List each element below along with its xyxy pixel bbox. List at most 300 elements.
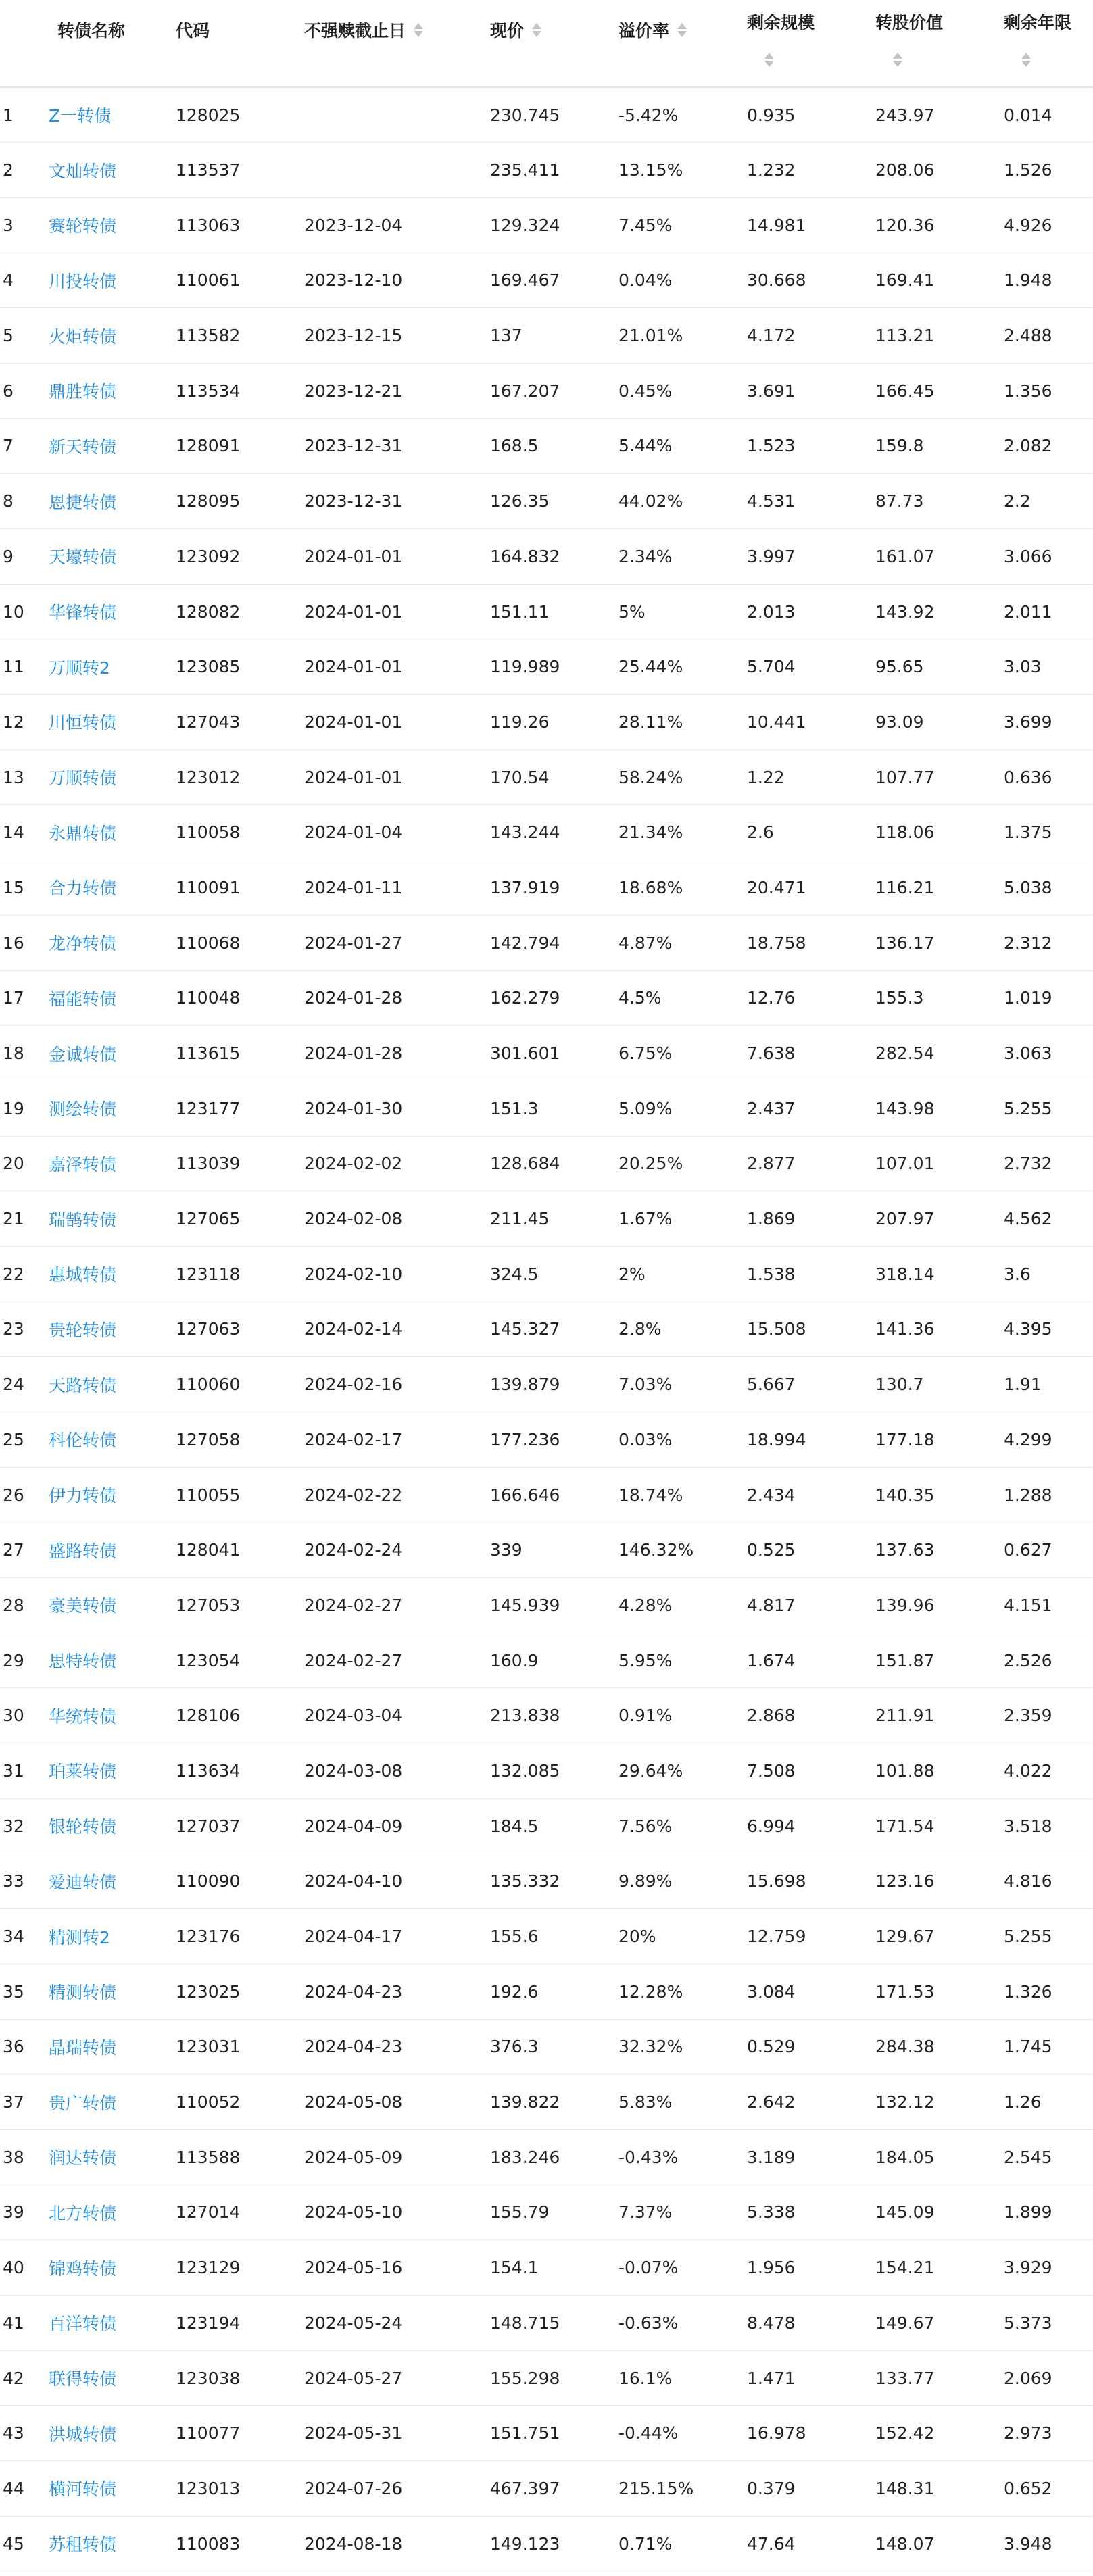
table-row — [0, 970, 1093, 1026]
row-index-cell: 21 — [0, 1191, 37, 1247]
redemption-date-cell: 2024-05-10 — [304, 2185, 490, 2240]
row-index-cell: 8 — [0, 474, 37, 529]
conversion-value-cell: 145.09 — [875, 2185, 1004, 2240]
remaining-scale-cell: 7.638 — [747, 1026, 875, 1081]
header-price[interactable] — [490, 0, 618, 87]
table-row — [0, 584, 1093, 639]
remaining-scale-cell: 1.232 — [747, 143, 875, 198]
conversion-value-cell: 177.18 — [875, 1412, 1004, 1468]
bond-name-link[interactable]: 万顺转2 — [49, 658, 110, 678]
row-index-cell: 12 — [0, 695, 37, 750]
conversion-value-cell: 243.97 — [875, 87, 1004, 143]
table-row — [0, 1578, 1093, 1633]
remaining-scale-cell: 2.868 — [747, 1688, 875, 1743]
redemption-date-cell: 2024-05-09 — [304, 2129, 490, 2185]
premium-rate-cell: 7.56% — [618, 1798, 747, 1854]
sort-up-down-icon[interactable] — [764, 53, 774, 67]
remaining-years-cell: 1.948 — [1004, 253, 1093, 308]
bond-name-link[interactable]: 思特转债 — [49, 1652, 117, 1672]
conversion-value-cell: 148.07 — [875, 2516, 1004, 2571]
remaining-scale-cell: 14.981 — [747, 197, 875, 253]
table-row — [0, 2406, 1093, 2461]
premium-rate-cell: -5.42% — [618, 87, 747, 143]
bond-code-cell: 123176 — [176, 1909, 304, 1964]
bond-code-cell: 123085 — [176, 639, 304, 695]
bond-name-link[interactable]: 合力转债 — [49, 878, 117, 899]
premium-rate-cell: -0.63% — [618, 2296, 747, 2351]
bond-name-cell — [37, 1909, 176, 1964]
row-index-cell: 17 — [0, 970, 37, 1026]
bond-name-link[interactable]: 火炬转债 — [49, 326, 117, 347]
remaining-years-cell: 4.395 — [1004, 1302, 1093, 1357]
bond-name-cell — [37, 1743, 176, 1799]
conversion-value-cell: 140.35 — [875, 1467, 1004, 1522]
remaining-years-cell: 1.375 — [1004, 805, 1093, 860]
redemption-date-cell: 2023-12-15 — [304, 308, 490, 364]
remaining-years-cell: 1.26 — [1004, 2075, 1093, 2130]
remaining-years-cell: 3.066 — [1004, 529, 1093, 585]
bond-code-cell: 110090 — [176, 1854, 304, 1909]
redemption-date-cell: 2024-01-30 — [304, 1081, 490, 1136]
bond-name-link[interactable]: 晶瑞转债 — [49, 2037, 117, 2058]
bond-code-cell: 127065 — [176, 1191, 304, 1247]
redemption-date-cell: 2024-02-24 — [304, 1522, 490, 1578]
redemption-date-cell: 2024-02-08 — [304, 1191, 490, 1247]
bond-name-link[interactable]: 联得转债 — [49, 2369, 117, 2389]
bond-name-link[interactable]: 锦鸡转债 — [49, 2258, 117, 2279]
bond-name-cell — [37, 1081, 176, 1136]
table-row — [0, 639, 1093, 695]
header-remaining-scale[interactable] — [747, 0, 875, 87]
row-index-cell: 23 — [0, 1302, 37, 1357]
bond-name-cell — [37, 87, 176, 143]
price-cell: 154.1 — [490, 2240, 618, 2296]
bond-name-link[interactable]: 科伦转债 — [49, 1431, 117, 1451]
conversion-value-cell: 149.67 — [875, 2296, 1004, 2351]
remaining-years-cell: 2.973 — [1004, 2406, 1093, 2461]
price-cell: 213.838 — [490, 1688, 618, 1743]
bond-name-cell — [37, 2296, 176, 2351]
bond-name-link[interactable]: Z一转债 — [49, 106, 112, 126]
table-row — [0, 87, 1093, 143]
bond-name-link[interactable]: 贵轮转债 — [49, 1320, 117, 1340]
bond-code-cell: 123092 — [176, 529, 304, 585]
conversion-value-cell: 171.53 — [875, 1964, 1004, 2019]
header-label: 不强赎截止日 — [304, 21, 406, 41]
remaining-scale-cell: 5.338 — [747, 2185, 875, 2240]
header-conversion-value[interactable] — [875, 0, 1004, 87]
bond-code-cell: 128041 — [176, 1522, 304, 1578]
header-premium-rate[interactable] — [618, 0, 747, 87]
conversion-value-cell: 120.36 — [875, 197, 1004, 253]
table-row — [0, 1357, 1093, 1412]
bond-name-link[interactable]: 洪城转债 — [49, 2424, 117, 2444]
bond-name-link[interactable]: 润达转债 — [49, 2148, 117, 2169]
bond-name-cell — [37, 2516, 176, 2571]
table-row — [0, 1246, 1093, 1302]
bond-name-cell — [37, 1854, 176, 1909]
bond-name-link[interactable]: 精测转债 — [49, 1983, 117, 2003]
price-cell: 132.085 — [490, 1743, 618, 1799]
premium-rate-cell: 2.8% — [618, 1302, 747, 1357]
bond-name-link[interactable]: 惠城转债 — [49, 1265, 117, 1285]
bond-code-cell: 110083 — [176, 2516, 304, 2571]
premium-rate-cell: 6.75% — [618, 1026, 747, 1081]
remaining-years-cell: 3.063 — [1004, 1026, 1093, 1081]
premium-rate-cell: 0.91% — [618, 1688, 747, 1743]
bond-name-cell — [37, 1246, 176, 1302]
bond-code-cell: 110058 — [176, 805, 304, 860]
price-cell: 151.751 — [490, 2406, 618, 2461]
row-index-cell: 22 — [0, 1246, 37, 1302]
sort-up-down-icon[interactable] — [893, 53, 902, 67]
price-cell: 151.11 — [490, 584, 618, 639]
bond-name-link[interactable]: 百洋转债 — [49, 2314, 117, 2334]
bond-name-link[interactable]: 苏租转债 — [49, 2535, 117, 2555]
bond-name-link[interactable]: 精测转2 — [49, 1927, 110, 1948]
bond-name-link[interactable]: 贵广转债 — [49, 2093, 117, 2113]
table-row — [0, 1522, 1093, 1578]
remaining-years-cell: 2.732 — [1004, 1136, 1093, 1191]
table-row — [0, 915, 1093, 970]
remaining-years-cell: 1.288 — [1004, 1467, 1093, 1522]
bond-code-cell: 110052 — [176, 2075, 304, 2130]
table-row — [0, 2350, 1093, 2406]
conversion-value-cell: 101.88 — [875, 1743, 1004, 1799]
premium-rate-cell: 1.67% — [618, 1191, 747, 1247]
bond-code-cell: 123054 — [176, 1633, 304, 1688]
bond-name-link[interactable]: 赛轮转债 — [49, 216, 117, 237]
row-index-cell: 37 — [0, 2075, 37, 2130]
conversion-value-cell: 208.06 — [875, 143, 1004, 198]
price-cell: 301.601 — [490, 1026, 618, 1081]
row-index-cell: 31 — [0, 1743, 37, 1799]
bond-code-cell: 123025 — [176, 1964, 304, 2019]
remaining-years-cell: 2.082 — [1004, 418, 1093, 474]
bond-name-link[interactable]: 龙净转债 — [49, 934, 117, 954]
remaining-years-cell: 2.545 — [1004, 2129, 1093, 2185]
remaining-scale-cell: 4.817 — [747, 1578, 875, 1633]
redemption-date-cell: 2023-12-31 — [304, 474, 490, 529]
bond-code-cell: 113063 — [176, 197, 304, 253]
conversion-value-cell: 148.31 — [875, 2461, 1004, 2517]
bond-name-cell — [37, 639, 176, 695]
redemption-date-cell: 2024-05-16 — [304, 2240, 490, 2296]
redemption-date-cell: 2023-12-10 — [304, 253, 490, 308]
bond-code-cell: 110061 — [176, 253, 304, 308]
premium-rate-cell: 58.24% — [618, 749, 747, 805]
bond-name-cell — [37, 2461, 176, 2517]
remaining-scale-cell: 0.935 — [747, 87, 875, 143]
table-row — [0, 2461, 1093, 2517]
bond-code-cell: 123129 — [176, 2240, 304, 2296]
remaining-scale-cell: 3.189 — [747, 2129, 875, 2185]
bond-name-link[interactable]: 鼎胜转债 — [49, 382, 117, 402]
remaining-scale-cell: 3.997 — [747, 529, 875, 585]
header-label: 溢价率 — [618, 21, 670, 41]
conversion-value-cell: 143.92 — [875, 584, 1004, 639]
bond-code-cell: 123012 — [176, 749, 304, 805]
row-index-cell: 3 — [0, 197, 37, 253]
bond-name-cell — [37, 529, 176, 585]
remaining-years-cell: 3.03 — [1004, 639, 1093, 695]
bond-name-link[interactable]: 川恒转债 — [49, 713, 117, 733]
price-cell: 155.298 — [490, 2350, 618, 2406]
bond-code-cell: 113615 — [176, 1026, 304, 1081]
remaining-years-cell: 0.652 — [1004, 2461, 1093, 2517]
header-remaining-years[interactable] — [1004, 0, 1093, 87]
bond-name-cell — [37, 1633, 176, 1688]
row-index-cell: 41 — [0, 2296, 37, 2351]
bond-name-link[interactable]: 恩捷转债 — [49, 492, 117, 512]
remaining-scale-cell: 2.877 — [747, 1136, 875, 1191]
bond-name-link[interactable]: 嘉泽转债 — [49, 1154, 117, 1174]
redemption-date-cell: 2024-01-11 — [304, 860, 490, 916]
table-row — [0, 197, 1093, 253]
bond-code-cell: 123194 — [176, 2296, 304, 2351]
bond-name-link[interactable]: 横河转债 — [49, 2479, 117, 2500]
table-row — [0, 1467, 1093, 1522]
redemption-date-cell: 2023-12-31 — [304, 418, 490, 474]
bond-name-cell — [37, 418, 176, 474]
table-row — [0, 1081, 1093, 1136]
premium-rate-cell: -0.44% — [618, 2406, 747, 2461]
bond-code-cell: 110077 — [176, 2406, 304, 2461]
premium-rate-cell: 2.34% — [618, 529, 747, 585]
bond-name-cell — [37, 2406, 176, 2461]
table-row — [0, 2240, 1093, 2296]
premium-rate-cell: 18.74% — [618, 1467, 747, 1522]
premium-rate-cell: 9.89% — [618, 1854, 747, 1909]
premium-rate-cell: 7.37% — [618, 2185, 747, 2240]
table-body — [0, 87, 1093, 2571]
conversion-value-cell: 166.45 — [875, 363, 1004, 418]
redemption-date-cell: 2024-04-09 — [304, 1798, 490, 1854]
bond-code-cell: 123038 — [176, 2350, 304, 2406]
premium-rate-cell: -0.07% — [618, 2240, 747, 2296]
bond-name-link[interactable]: 新天转债 — [49, 437, 117, 457]
price-cell: 145.327 — [490, 1302, 618, 1357]
bond-name-link[interactable]: 永鼎转债 — [49, 823, 117, 843]
redemption-date-cell: 2024-02-16 — [304, 1357, 490, 1412]
remaining-scale-cell: 8.478 — [747, 2296, 875, 2351]
bond-name-link[interactable]: 天壕转债 — [49, 547, 117, 568]
conversion-value-cell: 282.54 — [875, 1026, 1004, 1081]
price-cell: 162.279 — [490, 970, 618, 1026]
bond-code-cell: 123013 — [176, 2461, 304, 2517]
bond-code-cell: 127058 — [176, 1412, 304, 1468]
sort-up-down-icon[interactable] — [1021, 53, 1031, 67]
header-label: 转债名称 — [57, 21, 126, 41]
bond-code-cell: 110068 — [176, 915, 304, 970]
price-cell: 235.411 — [490, 143, 618, 198]
bond-name-link[interactable]: 天路转债 — [49, 1375, 117, 1395]
row-index-cell: 33 — [0, 1854, 37, 1909]
remaining-scale-cell: 20.471 — [747, 860, 875, 916]
redemption-date-cell: 2024-08-18 — [304, 2516, 490, 2571]
remaining-scale-cell: 6.994 — [747, 1798, 875, 1854]
price-cell: 142.794 — [490, 915, 618, 970]
redemption-date-cell: 2024-04-23 — [304, 2019, 490, 2075]
bond-code-cell: 128082 — [176, 584, 304, 639]
redemption-date-cell: 2023-12-21 — [304, 363, 490, 418]
premium-rate-cell: 12.28% — [618, 1964, 747, 2019]
bond-name-cell — [37, 2240, 176, 2296]
row-index-cell: 29 — [0, 1633, 37, 1688]
bond-name-link[interactable]: 文灿转债 — [49, 161, 117, 181]
bond-name-cell — [37, 1357, 176, 1412]
remaining-scale-cell: 2.642 — [747, 2075, 875, 2130]
sort-up-down-icon[interactable] — [414, 23, 423, 37]
price-cell: 164.832 — [490, 529, 618, 585]
premium-rate-cell: 0.04% — [618, 253, 747, 308]
price-cell: 129.324 — [490, 197, 618, 253]
price-cell: 143.244 — [490, 805, 618, 860]
price-cell: 169.467 — [490, 253, 618, 308]
price-cell: 324.5 — [490, 1246, 618, 1302]
premium-rate-cell: 5.95% — [618, 1633, 747, 1688]
bond-name-link[interactable]: 川投转债 — [49, 271, 117, 291]
row-index-cell: 27 — [0, 1522, 37, 1578]
remaining-scale-cell: 1.471 — [747, 2350, 875, 2406]
premium-rate-cell: 21.34% — [618, 805, 747, 860]
remaining-years-cell: 2.2 — [1004, 474, 1093, 529]
conversion-value-cell: 132.12 — [875, 2075, 1004, 2130]
bond-name-cell — [37, 1578, 176, 1633]
bond-name-link[interactable]: 瑞鹄转债 — [49, 1210, 117, 1230]
bond-name-link[interactable]: 华统转债 — [49, 1706, 117, 1727]
bond-name-cell — [37, 2019, 176, 2075]
redemption-date-cell: 2024-02-22 — [304, 1467, 490, 1522]
redemption-date-cell: 2024-02-27 — [304, 1633, 490, 1688]
bond-name-cell — [37, 749, 176, 805]
redemption-date-cell: 2024-03-08 — [304, 1743, 490, 1799]
row-index-cell: 35 — [0, 1964, 37, 2019]
row-index-cell: 7 — [0, 418, 37, 474]
remaining-scale-cell: 18.994 — [747, 1412, 875, 1468]
remaining-years-cell: 2.359 — [1004, 1688, 1093, 1743]
remaining-years-cell: 5.038 — [1004, 860, 1093, 916]
header-label: 现价 — [490, 21, 525, 41]
price-cell: 139.879 — [490, 1357, 618, 1412]
remaining-scale-cell: 12.76 — [747, 970, 875, 1026]
table-row — [0, 1633, 1093, 1688]
conversion-value-cell: 118.06 — [875, 805, 1004, 860]
remaining-scale-cell: 10.441 — [747, 695, 875, 750]
remaining-years-cell: 2.069 — [1004, 2350, 1093, 2406]
price-cell: 339 — [490, 1522, 618, 1578]
remaining-scale-cell: 2.437 — [747, 1081, 875, 1136]
bond-name-link[interactable]: 万顺转债 — [49, 768, 117, 789]
conversion-value-cell: 161.07 — [875, 529, 1004, 585]
premium-rate-cell: 5.09% — [618, 1081, 747, 1136]
price-cell: 137 — [490, 308, 618, 364]
row-index-cell: 11 — [0, 639, 37, 695]
conversion-value-cell: 159.8 — [875, 418, 1004, 474]
bond-code-cell: 123031 — [176, 2019, 304, 2075]
remaining-years-cell: 3.929 — [1004, 2240, 1093, 2296]
redemption-date-cell: 2024-05-31 — [304, 2406, 490, 2461]
bond-name-link[interactable]: 华锋转债 — [49, 603, 117, 623]
bond-code-cell: 110060 — [176, 1357, 304, 1412]
bond-name-cell — [37, 2185, 176, 2240]
bond-name-cell — [37, 1412, 176, 1468]
remaining-years-cell: 4.816 — [1004, 1854, 1093, 1909]
remaining-scale-cell: 1.22 — [747, 749, 875, 805]
price-cell: 166.646 — [490, 1467, 618, 1522]
table-row — [0, 2019, 1093, 2075]
table-row — [0, 2075, 1093, 2130]
table-header-row — [0, 0, 1093, 87]
remaining-scale-cell: 1.956 — [747, 2240, 875, 2296]
bond-name-link[interactable]: 北方转债 — [49, 2203, 117, 2223]
remaining-scale-cell: 0.525 — [747, 1522, 875, 1578]
bond-name-cell — [37, 1191, 176, 1247]
remaining-years-cell: 2.011 — [1004, 584, 1093, 639]
row-index-cell: 34 — [0, 1909, 37, 1964]
bond-code-cell: 113634 — [176, 1743, 304, 1799]
remaining-years-cell: 4.022 — [1004, 1743, 1093, 1799]
remaining-scale-cell: 0.529 — [747, 2019, 875, 2075]
remaining-years-cell: 1.745 — [1004, 2019, 1093, 2075]
bond-code-cell: 127037 — [176, 1798, 304, 1854]
row-index-cell: 20 — [0, 1136, 37, 1191]
row-index-cell: 45 — [0, 2516, 37, 2571]
sort-up-down-icon[interactable] — [677, 23, 687, 37]
bond-name-link[interactable]: 金诚转债 — [49, 1044, 117, 1064]
bond-name-cell — [37, 915, 176, 970]
bond-name-cell — [37, 860, 176, 916]
table-row — [0, 1136, 1093, 1191]
bond-name-link[interactable]: 测绘转债 — [49, 1099, 117, 1120]
header-redemption-date[interactable] — [304, 0, 490, 87]
sort-up-down-icon[interactable] — [532, 23, 541, 37]
remaining-scale-cell: 47.64 — [747, 2516, 875, 2571]
bond-name-link[interactable]: 爱迪转债 — [49, 1872, 117, 1892]
price-cell: 167.207 — [490, 363, 618, 418]
bond-name-link[interactable]: 盛路转债 — [49, 1541, 117, 1561]
bond-name-link[interactable]: 银轮转债 — [49, 1817, 117, 1837]
conversion-value-cell: 184.05 — [875, 2129, 1004, 2185]
conversion-value-cell: 207.97 — [875, 1191, 1004, 1247]
bond-code-cell: 123118 — [176, 1246, 304, 1302]
conversion-value-cell: 87.73 — [875, 474, 1004, 529]
row-index-cell: 13 — [0, 749, 37, 805]
conversion-value-cell: 152.42 — [875, 2406, 1004, 2461]
premium-rate-cell: 0.45% — [618, 363, 747, 418]
bond-code-cell: 113582 — [176, 308, 304, 364]
bond-name-link[interactable]: 豪美转债 — [49, 1596, 117, 1616]
price-cell: 151.3 — [490, 1081, 618, 1136]
redemption-date-cell: 2024-04-17 — [304, 1909, 490, 1964]
bond-name-link[interactable]: 伊力转债 — [49, 1486, 117, 1506]
remaining-scale-cell: 15.508 — [747, 1302, 875, 1357]
row-index-cell: 32 — [0, 1798, 37, 1854]
redemption-date-cell: 2024-01-01 — [304, 639, 490, 695]
bond-name-link[interactable]: 珀莱转债 — [49, 1762, 117, 1782]
bond-name-link[interactable]: 福能转债 — [49, 989, 117, 1009]
row-index-cell: 38 — [0, 2129, 37, 2185]
redemption-date-cell: 2024-04-23 — [304, 1964, 490, 2019]
bond-code-cell: 127043 — [176, 695, 304, 750]
row-index-cell: 25 — [0, 1412, 37, 1468]
bond-name-cell — [37, 805, 176, 860]
table-row — [0, 695, 1093, 750]
bond-name-cell — [37, 2075, 176, 2130]
remaining-years-cell: 1.019 — [1004, 970, 1093, 1026]
redemption-date-cell: 2024-05-24 — [304, 2296, 490, 2351]
remaining-scale-cell: 30.668 — [747, 253, 875, 308]
